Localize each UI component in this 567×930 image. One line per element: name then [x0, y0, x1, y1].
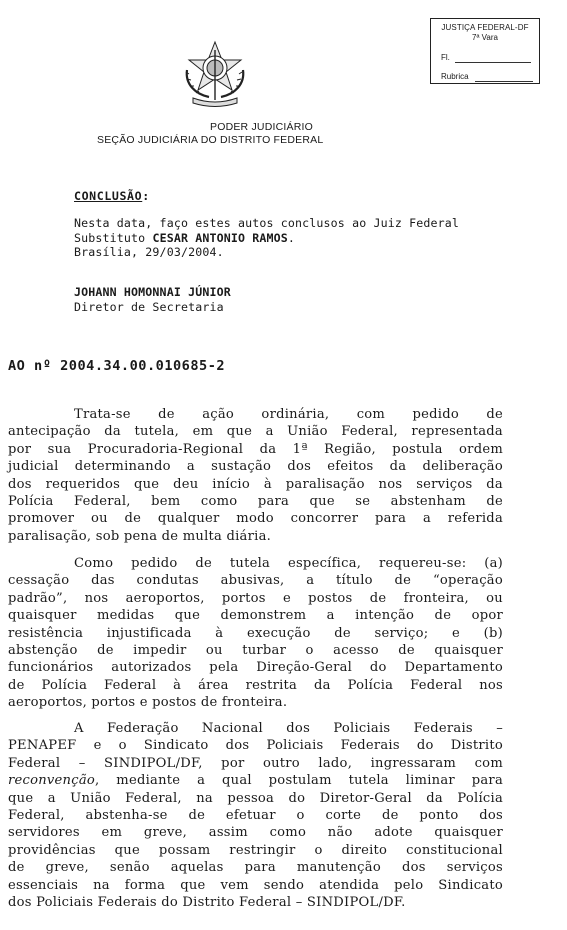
judge-name: CESAR ANTONIO RAMOS	[152, 231, 288, 245]
stamp-vara: 7ª Vara	[472, 33, 498, 42]
stamp-fl-label: Fl.	[441, 53, 450, 62]
paragraph-1-line: promover ou de qualquer modo concorrer para a referida	[8, 511, 503, 527]
stamp-rubrica-label: Rubrica	[441, 72, 469, 81]
paragraph-1-line: antecipação da tutela, em que a União Federal, representada	[8, 424, 503, 440]
paragraph-1-line: por sua Procuradoria-Regional da 1ª Região, postula ordem	[8, 441, 503, 457]
signatory-role: Diretor de Secretaria	[74, 300, 224, 314]
conclusao-date: Brasília, 29/03/2004.	[74, 245, 224, 259]
paragraph-3-line: PENAPEF e o Sindicato dos Policiais Federais do Distrito	[8, 738, 503, 754]
reconvencao-term: reconvenção	[8, 773, 96, 789]
signatory-name: JOHANN HOMONNAI JÚNIOR	[74, 285, 231, 299]
paragraph-3-line: dos Policiais Federais do Distrito Federal – SINDIPOL/DF.	[8, 895, 406, 911]
paragraph-2	[8, 555, 503, 712]
paragraph-3-line: providências que possam restringir o direito constitucional	[8, 842, 503, 858]
paragraph-2-line: de Polícia Federal à área restrita da Polícia Federal nos	[8, 677, 503, 693]
conclusao-colon: :	[142, 189, 150, 203]
paragraph-3-line: A Federação Nacional dos Policiais Federais –	[74, 721, 503, 736]
paragraph-2-line: padrão”, nos aeroportos, portos e postos de fronteira, ou	[8, 590, 503, 606]
paragraph-1-line: paralisação, sob pena de multa diária.	[8, 528, 272, 544]
conclusao-heading	[74, 189, 150, 203]
paragraph-3	[8, 720, 503, 911]
paragraph-2-line: resistência injustificada à execução de serviço; e (b)	[8, 625, 503, 641]
paragraph-3-line-rest: , mediante a qual postulam tutela liminar para	[95, 773, 503, 789]
stamp-fl-line	[455, 62, 531, 63]
conclusao-line2-suffix: .	[287, 231, 296, 245]
paragraph-1	[8, 406, 503, 545]
header-poder-judiciario: PODER JUDICIÁRIO	[210, 121, 313, 133]
header-secao-judiciaria: SEÇÃO JUDICIÁRIA DO DISTRITO FEDERAL	[97, 134, 324, 146]
paragraph-2-line: funcionários autorizados pela Direção-Geral do Departamento	[8, 660, 503, 676]
paragraph-1-line: judicial determinando a sustação dos efeitos da deliberação	[8, 459, 503, 475]
court-stamp	[430, 18, 540, 84]
brazil-coat-of-arms-icon	[179, 40, 251, 108]
paragraph-1-line: dos requeridos que deu início à paralisação nos serviços da	[8, 476, 503, 492]
paragraph-3-line: de greve, senão aquelas para manutenção dos serviços	[8, 860, 503, 876]
paragraph-2-line: cessação das condutas abusivas, a título de “operação	[8, 573, 503, 589]
paragraph-3-line	[8, 772, 503, 789]
paragraph-2-line: aeroportos, portos e postos de fronteira.	[8, 695, 288, 711]
paragraph-3-line: Federal, abstenha-se de efetuar o corte de ponto dos	[8, 808, 503, 824]
stamp-title: JUSTIÇA FEDERAL-DF	[441, 23, 529, 32]
case-number: AO nº 2004.34.00.010685-2	[8, 358, 226, 374]
paragraph-2-line: Como pedido de tutela específica, requereu-se: (a)	[74, 556, 503, 571]
conclusao-line1: Nesta data, faço estes autos conclusos ao Juiz Federal	[74, 216, 460, 230]
conclusao-line2-prefix: Substituto	[74, 231, 153, 245]
paragraph-2-line: abstenção de impedir ou turbar o acesso de quaisquer	[8, 643, 503, 659]
paragraph-2-line: quaisquer medidas que demonstrem a intenção de opor	[8, 608, 503, 624]
paragraph-3-line: Federal – SINDIPOL/DF, por outro lado, ingressaram com	[8, 755, 503, 771]
conclusao-line2	[74, 231, 295, 245]
conclusao-heading-text: CONCLUSÃO	[74, 189, 143, 203]
paragraph-1-line: Polícia Federal, bem como para que se abstenham de	[8, 494, 503, 510]
paragraph-3-line: servidores em greve, assim como não adote quaisquer	[8, 825, 503, 841]
stamp-rubrica-line	[475, 81, 533, 82]
paragraph-3-line: que a União Federal, na pessoa do Diretor-Geral da Polícia	[8, 790, 503, 806]
paragraph-3-line: essenciais na forma que vem sendo atendida pelo Sindicato	[8, 877, 503, 893]
paragraph-1-line: Trata-se de ação ordinária, com pedido de	[74, 407, 503, 422]
